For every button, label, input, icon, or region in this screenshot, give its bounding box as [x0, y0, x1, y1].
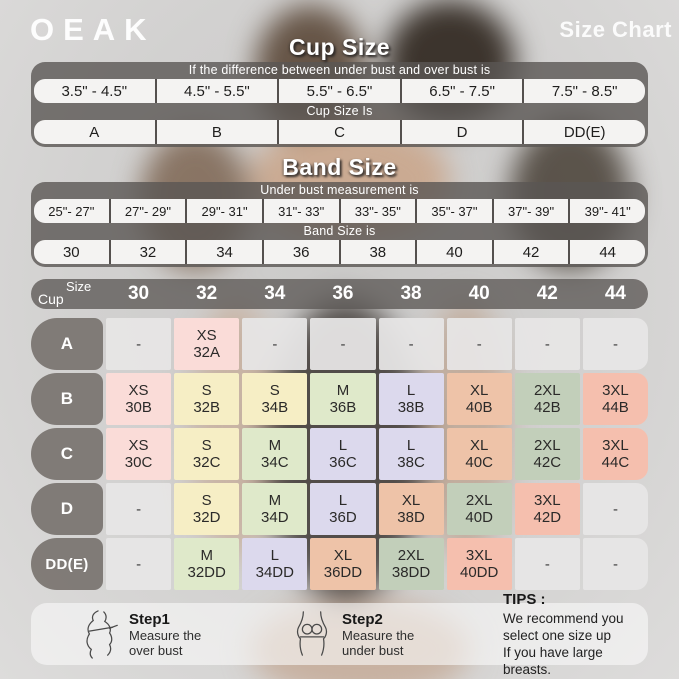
matrix-cell-size: 3XL [533, 492, 561, 509]
band-ranges-row [34, 199, 645, 223]
matrix-cell-band: 36DD [323, 564, 363, 581]
matrix-cell [583, 373, 648, 425]
step-2 [290, 609, 503, 659]
cup-letters-row [34, 120, 645, 144]
cup-range-cell: 3.5" - 4.5" [34, 79, 157, 103]
band-range-cell: 25"- 27" [34, 199, 111, 223]
matrix-column-header: 34 [264, 283, 286, 304]
matrix-cell: - [310, 318, 375, 370]
matrix-cell-size: XS [128, 382, 149, 399]
step-1-text [129, 611, 201, 658]
cup-range-cell: 5.5" - 6.5" [279, 79, 402, 103]
matrix-cell [379, 428, 444, 480]
matrix-cell: - [583, 318, 648, 370]
matrix-cell-size: M [268, 437, 282, 454]
matrix-cell-band: 42C [533, 454, 562, 471]
matrix-cell [310, 373, 375, 425]
matrix-cell-size: XL [401, 492, 421, 509]
matrix-cell: - [515, 318, 580, 370]
band-range-cell: 39"- 41" [584, 203, 631, 219]
matrix-cell [174, 373, 239, 425]
matrix-row [31, 538, 648, 590]
matrix-row-header: C [31, 428, 103, 480]
matrix-cell-band: 40C [465, 454, 493, 471]
band-range-cell: 37"- 39" [494, 199, 571, 223]
matrix-cell-band: 38B [397, 399, 425, 416]
matrix-cell-band: 38DD [391, 564, 431, 581]
matrix-cell-size: XS [128, 437, 149, 454]
cup-letter-cell: C [279, 120, 402, 144]
matrix-cell [379, 483, 444, 535]
matrix-cell: - [447, 318, 512, 370]
footer-bar [31, 590, 648, 677]
matrix-cell-size: 2XL [533, 437, 561, 454]
cup-result-label: Cup Size Is [306, 104, 373, 118]
step-2-text [342, 611, 414, 658]
matrix-cell [174, 428, 239, 480]
matrix-cell-size: 2XL [533, 382, 561, 399]
matrix-cell [447, 538, 512, 590]
step-1 [77, 609, 290, 659]
matrix-cell [242, 538, 307, 590]
matrix-cell-size: S [269, 382, 280, 399]
step-1-line2: over bust [129, 642, 183, 658]
matrix-cell-band: 32A [193, 344, 221, 361]
matrix-cell [310, 538, 375, 590]
matrix-cell: - [106, 483, 171, 535]
matrix-column-header: 40 [468, 283, 490, 304]
matrix-cell [447, 373, 512, 425]
matrix-cell: - [583, 483, 648, 535]
matrix-cell-band: 34B [261, 399, 289, 416]
cup-letter-cell: DD(E) [563, 123, 606, 141]
step-2-line1: Measure the [342, 627, 415, 643]
matrix-cell-band: 38C [397, 454, 425, 471]
cup-ranges-row [34, 79, 645, 103]
matrix-row [31, 318, 648, 370]
matrix-cell [174, 483, 239, 535]
matrix-cell [174, 318, 239, 370]
matrix-row-header: A [31, 318, 103, 370]
matrix-body [31, 318, 648, 590]
matrix-cell-band: 30C [124, 454, 153, 471]
matrix-cell [106, 373, 171, 425]
page-title: Size Chart [559, 17, 672, 42]
matrix-cell-band: 38D [397, 509, 425, 526]
matrix-row [31, 373, 648, 425]
matrix-cell-size: 2XL [465, 492, 493, 509]
matrix-cell-band: 32DD [187, 564, 226, 581]
matrix-cell [242, 428, 307, 480]
matrix-cell [515, 428, 580, 480]
matrix-cell [242, 483, 307, 535]
matrix-row [31, 483, 648, 535]
matrix-cell-band: 34DD [255, 564, 294, 581]
tips-title: TIPS : [503, 590, 546, 608]
matrix-cell-size: M [336, 382, 350, 399]
matrix-cell: - [106, 318, 171, 370]
band-number-cell: 42 [494, 240, 571, 264]
band-condition-label: Under bust measurement is [260, 183, 419, 197]
matrix-column-header: 42 [536, 283, 558, 304]
band-number-cell: 30 [34, 240, 111, 264]
cup-range-cell: 7.5" - 8.5" [551, 82, 618, 100]
band-size-panel [31, 182, 648, 267]
step-2-title: Step2 [342, 610, 383, 628]
matrix-cell-size: L [406, 382, 416, 399]
matrix-cell: - [242, 318, 307, 370]
matrix-cell-band: 34C [261, 454, 289, 471]
matrix-cell-band: 40D [465, 509, 493, 526]
matrix-cell-band: 34D [261, 509, 289, 526]
measure-over-bust-icon [77, 609, 121, 659]
band-number-cell: 40 [417, 240, 494, 264]
band-range-cell: 31"- 33" [264, 199, 341, 223]
matrix-cell [242, 373, 307, 425]
matrix-cell-size: L [338, 492, 348, 509]
matrix-cell [447, 483, 512, 535]
matrix-cell [515, 373, 580, 425]
band-range-cell: 27"- 29" [111, 199, 188, 223]
matrix-cell [310, 483, 375, 535]
matrix-cell: - [379, 318, 444, 370]
matrix-cell-band: 36C [329, 454, 357, 471]
matrix-corner-size-label: Size [66, 279, 92, 294]
cup-range-cell: 6.5" - 7.5" [402, 79, 525, 103]
matrix-cell-band: 32C [192, 454, 221, 471]
matrix-cell-size: L [270, 547, 279, 564]
matrix-cell-size: S [201, 437, 212, 454]
matrix-cell-size: M [200, 547, 213, 564]
matrix-column-header: 36 [332, 283, 354, 304]
measure-under-bust-icon [290, 609, 334, 659]
step-1-title: Step1 [129, 610, 170, 628]
matrix-cell-size: XL [333, 547, 353, 564]
cup-letter-cell: B [157, 120, 280, 144]
cup-letter-cell: D [402, 120, 525, 144]
band-number-cell: 34 [187, 240, 264, 264]
matrix-row [31, 428, 648, 480]
matrix-cell-band: 42D [533, 509, 562, 526]
matrix-header-row [31, 279, 648, 309]
matrix-corner-cell [31, 279, 103, 309]
band-range-cell: 35"- 37" [417, 199, 494, 223]
matrix-cell-band: 32D [192, 509, 221, 526]
matrix-corner-cup-label: Cup [38, 291, 64, 307]
matrix-cell [106, 428, 171, 480]
matrix-cell-size: 3XL [465, 547, 493, 564]
matrix-cell-band: 30B [125, 399, 152, 416]
matrix-row-header: DD(E) [31, 538, 103, 590]
matrix-cell [379, 373, 444, 425]
matrix-cell-band: 40B [465, 399, 493, 416]
matrix-column-header: 44 [604, 283, 626, 304]
matrix-column-header: 30 [127, 283, 150, 304]
matrix-cell-size: XS [196, 327, 217, 344]
band-number-cell: 44 [599, 243, 617, 261]
matrix-cell: - [106, 538, 171, 590]
matrix-row-header: B [31, 373, 103, 425]
matrix-column-header: 32 [196, 283, 218, 304]
brand-logo: OEAK [30, 12, 156, 47]
matrix-cell-size: S [201, 492, 212, 509]
matrix-cell-size: XL [470, 437, 489, 454]
band-result-label: Band Size is [303, 224, 376, 238]
matrix-cell [583, 428, 648, 480]
band-number-cell: 36 [264, 240, 341, 264]
matrix-cell [174, 538, 239, 590]
matrix-column-header: 38 [400, 283, 422, 304]
matrix-cell: - [515, 538, 580, 590]
matrix-cell-band: 32B [193, 399, 221, 416]
cup-letter-cell: A [34, 120, 157, 144]
matrix-cell-band: 36B [329, 399, 357, 416]
matrix-cell-band: 40DD [460, 564, 499, 581]
tips-line2: If you have large breasts. [503, 644, 603, 677]
matrix-cell [379, 538, 444, 590]
matrix-cell-size: 3XL [602, 437, 629, 454]
matrix-cell [447, 428, 512, 480]
matrix-cell: - [583, 538, 648, 590]
band-number-cell: 38 [341, 240, 418, 264]
band-range-cell: 33"- 35" [341, 199, 418, 223]
matrix-cell-size: M [268, 492, 282, 509]
step-2-line2: under bust [342, 642, 404, 658]
matrix-cell [310, 428, 375, 480]
matrix-cell-size: 3XL [602, 382, 629, 399]
cup-condition-label: If the difference between under bust and over bust is [188, 63, 491, 77]
matrix-cell [515, 483, 580, 535]
size-matrix [31, 279, 648, 590]
band-size-heading: Band Size [282, 154, 397, 180]
step-1-line1: Measure the [129, 627, 202, 643]
matrix-cell-size: L [406, 437, 416, 454]
matrix-cell-size: L [338, 437, 348, 454]
matrix-cell-size: S [201, 382, 212, 399]
matrix-cell-band: 36D [329, 509, 357, 526]
matrix-row-header: D [31, 483, 103, 535]
matrix-cell-size: 2XL [397, 547, 425, 564]
band-range-cell: 29"- 31" [187, 199, 264, 223]
tips-block [503, 591, 648, 678]
band-number-cell: 32 [111, 240, 188, 264]
cup-size-heading: Cup Size [288, 34, 391, 60]
tips-line1: We recommend you select one size up [503, 610, 624, 643]
cup-size-panel [31, 62, 648, 147]
band-numbers-row [34, 240, 645, 264]
matrix-cell-band: 42B [533, 399, 561, 416]
matrix-cell-size: XL [470, 382, 489, 399]
matrix-cell-band: 44B [602, 399, 629, 416]
cup-range-cell: 4.5" - 5.5" [157, 79, 280, 103]
matrix-cell-band: 44C [601, 454, 630, 471]
